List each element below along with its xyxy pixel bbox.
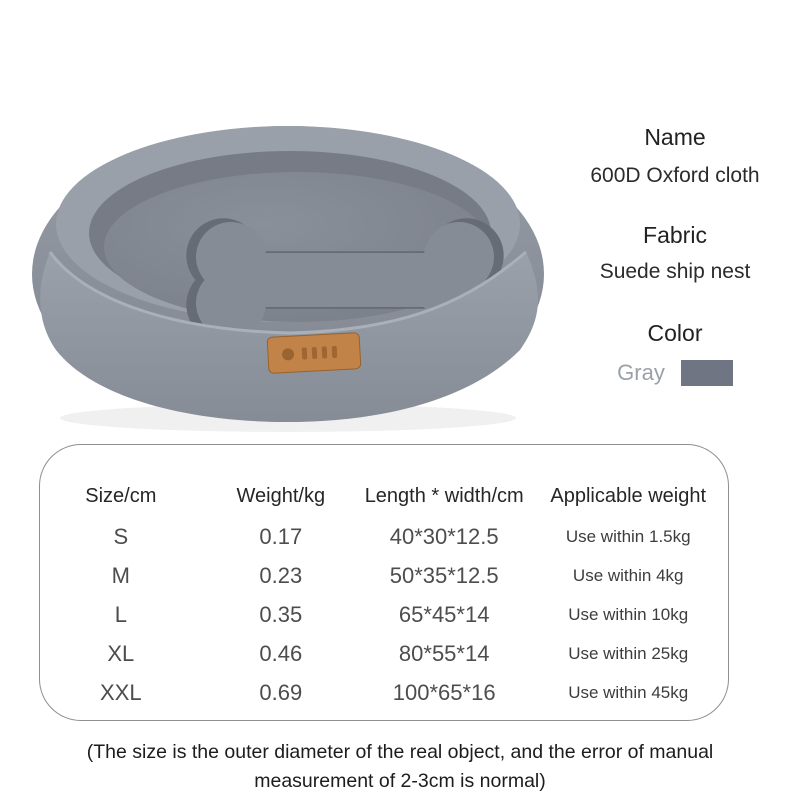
fabric-label: Fabric [643,222,707,248]
measurement-disclaimer: (The size is the outer diameter of the real object, and the error of manual measurement of 2-3cm is normal) [86,741,714,792]
brand-patch [267,333,361,374]
header-cell-dims: Length * width/cm [364,484,524,507]
table-header-row [40,475,728,517]
table-row [40,556,728,595]
header-cell-capacity: Applicable weight [550,484,707,507]
capacity-cell: Use within 25kg [568,643,689,663]
capacity-cell: Use within 4kg [572,565,684,585]
size-cell: XL [107,640,135,666]
pet-bed-photo [20,104,555,436]
header-cell-size: Size/cm [85,484,157,507]
dims-cell: 100*65*16 [392,679,496,705]
color-name: Gray [617,360,665,385]
pet-bed-illustration [20,104,555,436]
weight-cell: 0.23 [259,562,303,588]
dims-cell: 65*45*14 [398,601,490,627]
weight-cell: 0.46 [259,640,303,666]
table-row [40,517,728,556]
capacity-cell: Use within 10kg [568,604,689,624]
fabric-value: Suede ship nest [599,260,751,283]
color-option-row [550,360,800,386]
size-table [39,444,729,721]
dims-cell: 50*35*12.5 [389,562,499,588]
capacity-cell: Use within 1.5kg [565,526,691,546]
name-label: Name [644,124,706,150]
size-cell: L [114,601,127,627]
size-cell: S [113,523,129,549]
size-cell: M [111,562,130,588]
dims-cell: 80*55*14 [398,640,490,666]
weight-cell: 0.35 [259,601,303,627]
table-row [40,595,728,634]
weight-cell: 0.69 [259,679,303,705]
header-cell-weight: Weight/kg [236,484,326,507]
color-swatch [681,360,733,386]
capacity-cell: Use within 45kg [568,682,689,702]
color-label: Color [647,320,703,346]
weight-cell: 0.17 [259,523,303,549]
table-row [40,673,728,712]
size-cell: XXL [100,679,142,705]
table-row [40,634,728,673]
dims-cell: 40*30*12.5 [389,523,499,549]
name-value: 600D Oxford cloth [590,164,760,187]
